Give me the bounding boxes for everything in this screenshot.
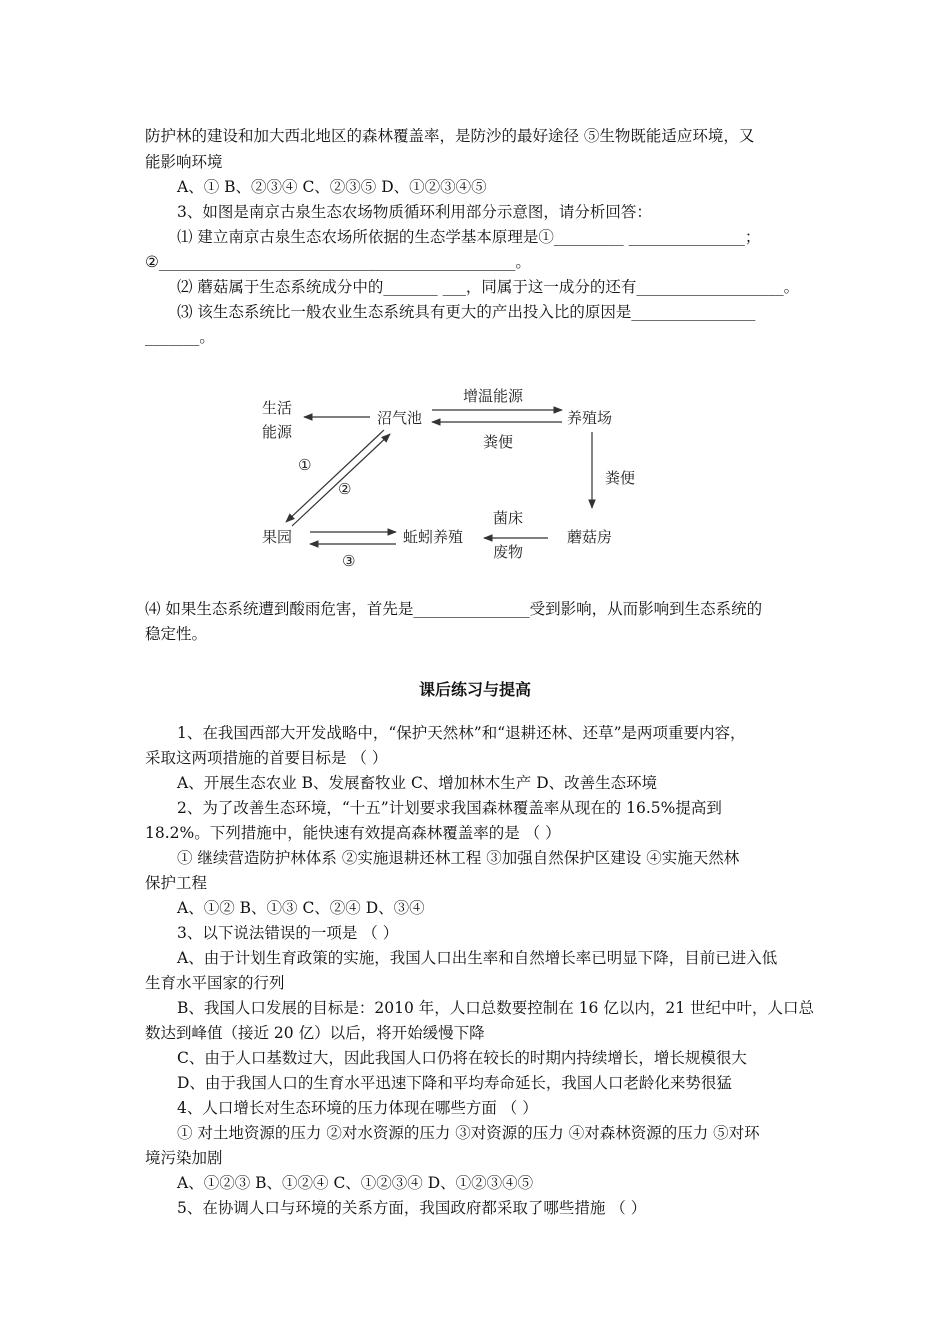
intro-line-1: 防护林的建设和加大西北地区的森林覆盖率，是防沙的最好途径 ⑤生物既能适应环境，又: [145, 127, 755, 145]
exercise-line: 1、在我国西部大开发战略中，“保护天然林”和“退耕还林、还草”是两项重要内容，: [177, 724, 746, 742]
label-life-energy-1: 生活: [262, 399, 293, 417]
material-cycle-diagram: [250, 380, 636, 580]
intro-options: A、① B、②③④ C、②③⑤ D、①②③④⑤: [177, 178, 487, 196]
exercise-line: A、由于计划生育政策的实施，我国人口出生率和自然增长率已明显下降，目前已进入低: [177, 949, 778, 967]
q3-part4-b: 稳定性。: [145, 625, 208, 643]
label-circle-1: ①: [298, 456, 312, 474]
arrow-biogas-to-orchard: [286, 430, 384, 522]
q3-part3-a: ⑶ 该生态系统比一般农业生态系统具有更大的产出投入比的原因是________________: [177, 303, 756, 321]
q3-part3-b: _______。: [145, 328, 215, 346]
q3-part2: ⑵ 蘑菇属于生态系统成分中的_______ ___，同属于这一成分的还有___________________。: [177, 278, 800, 296]
label-manure-right: 粪便: [605, 469, 636, 487]
exercise-line: C、由于人口基数过大，因此我国人口仍将在较长的时期内持续增长，增长规模很大: [177, 1049, 747, 1067]
label-warming-energy: 增温能源: [463, 387, 524, 405]
exercise-line: 生育水平国家的行列: [145, 974, 285, 992]
exercise-line: 2、为了改善生态环境，“十五”计划要求我国森林覆盖率从现在的 16.5%提高到: [177, 799, 722, 817]
exercise-line: ① 继续营造防护林体系 ②实施退耕还林工程 ③加强自然保护区建设 ④实施天然林: [177, 849, 740, 867]
label-waste: 废物: [493, 543, 524, 561]
label-manure-top: 粪便: [483, 433, 514, 451]
exercise-line: 5、在协调人口与环境的关系方面，我国政府都采取了哪些措施 （ ）: [177, 1199, 647, 1217]
exercise-line: 数达到峰值（接近 20 亿）以后，将开始缓慢下降: [145, 1024, 485, 1042]
exercise-line: 3、以下说法错误的一项是 （ ）: [177, 924, 399, 942]
exercise-line: 4、人口增长对生态环境的压力体现在哪些方面 （ ）: [177, 1099, 538, 1117]
label-circle-3: ③: [342, 552, 356, 570]
node-mushroom-house: 蘑菇房: [567, 528, 613, 546]
label-circle-2: ②: [338, 480, 352, 498]
section-title: 课后练习与提高: [418, 680, 531, 699]
exercise-line: D、由于我国人口的生育水平迅速下降和平均寿命延长，我国人口老龄化来势很猛: [177, 1074, 732, 1092]
q3-part4-a: ⑷ 如果生态系统遭到酸雨危害，首先是_______________受到影响，从而影响到生态系统的: [145, 600, 763, 618]
exercise-line: 采取这两项措施的首要目标是 （ ）: [145, 749, 388, 767]
q3-stem: 3、如图是南京古泉生态农场物质循环利用部分示意图，请分析回答：: [177, 203, 652, 221]
exercise-line: 境污染加剧: [145, 1149, 223, 1167]
q3-part1-a: ⑴ 建立南京古泉生态农场所依据的生态学基本原理是①_________ _______________；: [177, 228, 761, 246]
exercise-line: 18.2%。下列措施中，能快速有效提高森林覆盖率的是 （ ）: [145, 824, 561, 842]
exercise-line: A、开展生态农业 B、发展畜牧业 C、增加林木生产 D、改善生态环境: [177, 774, 658, 792]
node-earthworm-farm: 蚯蚓养殖: [403, 528, 464, 546]
exercise-line: ① 对土地资源的压力 ②对水资源的压力 ③对资源的压力 ④对森林资源的压力 ⑤对环: [177, 1124, 760, 1142]
arrow-orchard-to-biogas: [292, 434, 390, 526]
node-orchard: 果园: [262, 528, 293, 546]
q3-part1-b: ②______________________________________________。: [145, 253, 531, 271]
node-biogas-pit: 沼气池: [377, 409, 423, 427]
exercise-line: A、①② B、①③ C、②④ D、③④: [177, 899, 425, 917]
node-breeding-farm: 养殖场: [567, 409, 613, 427]
exercise-line: A、①②③ B、①②④ C、①②③④ D、①②③④⑤: [177, 1174, 534, 1192]
label-mushroom-bed: 菌床: [493, 509, 524, 527]
exercise-line: B、我国人口发展的目标是：2010 年，人口总数要控制在 16 亿以内，21 世纪中叶，人口总: [177, 999, 814, 1017]
exercise-line: 保护工程: [145, 874, 208, 892]
intro-line-2: 能影响环境: [145, 153, 223, 171]
label-life-energy-2: 能源: [262, 423, 293, 441]
